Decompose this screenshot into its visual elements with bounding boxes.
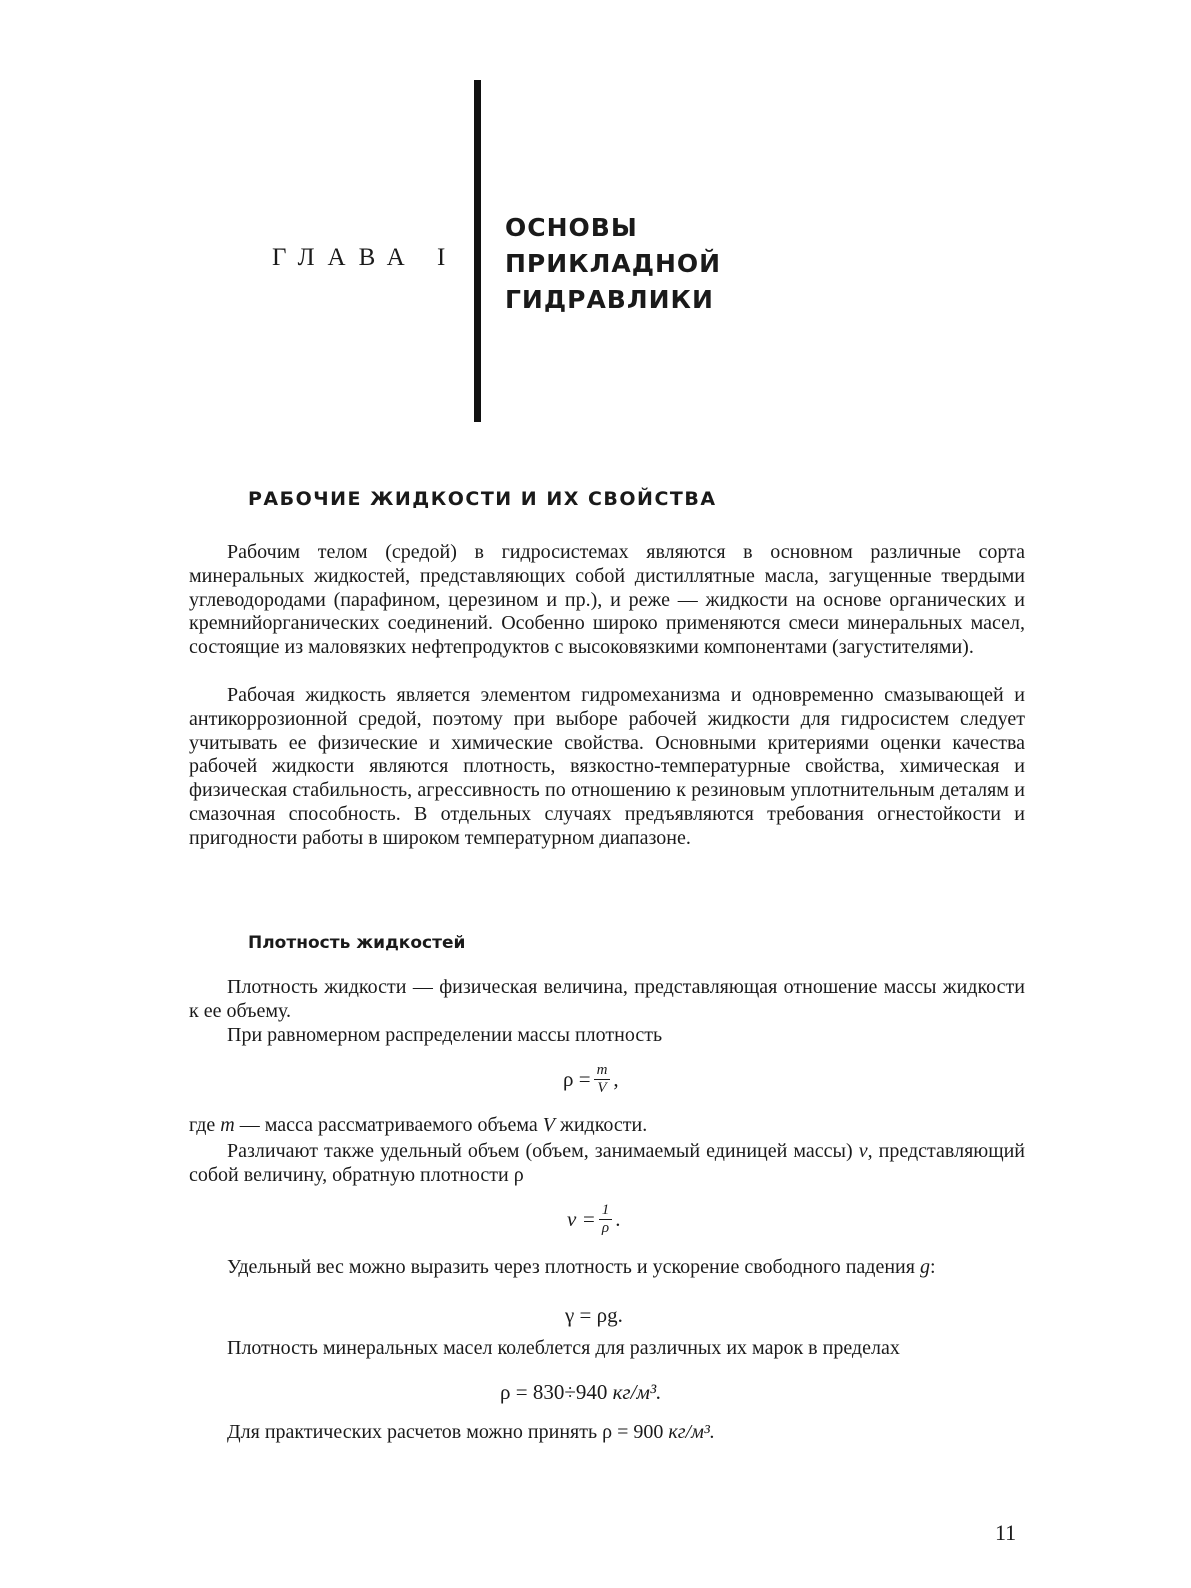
specific-weight-colon: : [929, 1256, 936, 1278]
specific-volume-text-2: представляющий собой величину, обратную плотности ρ [189, 1140, 1026, 1186]
formula-density-range-expr: ρ = 830÷940 [500, 1380, 608, 1404]
specific-weight-symbol-g: g [919, 1256, 930, 1278]
paragraph-density-range: Плотность минеральных масел колеблется для различных их марок в пределах [227, 1337, 900, 1359]
formula-specific-volume-lhs: v = [567, 1207, 596, 1231]
chapter-title-line-3: ГИДРАВЛИКИ [505, 285, 714, 314]
chapter-label: ГЛАВА I [272, 244, 459, 271]
chapter-title [505, 210, 721, 318]
section-title: РАБОЧИЕ ЖИДКОСТИ И ИХ СВОЙСТВА [248, 488, 717, 510]
formula-density-fraction [594, 1062, 611, 1097]
paragraph-specific-volume: Различают также удельный объем (объем, занимаемый единицей массы) v, представляющий собой величину, обратную плотности ρ [189, 1140, 1026, 1186]
where-prefix: где [189, 1114, 216, 1136]
paragraph-where-m [189, 1114, 647, 1137]
formula-density-range-unit: кг/м³. [612, 1380, 662, 1404]
formula-specific-volume-fraction [599, 1202, 613, 1237]
chapter-divider [474, 80, 481, 422]
formula-density-tail: , [613, 1067, 619, 1091]
specific-volume-symbol: v [858, 1140, 868, 1162]
formula-specific-weight: γ = ρg. [565, 1303, 623, 1327]
paragraph-working-medium: Рабочим телом (средой) в гидросистемах являются в основном различные сорта минеральных жидкостей, представляющих собой дистиллятные масла, загущенные твердыми углеводородами (парафином, церезином и пр.), и реже — жидкости на основе органических и кремнийорганических соединений. Особенно широко применяются смеси минеральных масел, состоящие из маловязких нефтепродуктов с высоковязкими компонентами (загустителями). [189, 541, 1025, 659]
chapter-title-line-2: ПРИКЛАДНОЙ [505, 249, 722, 278]
specific-weight-text: Удельный вес можно выразить через плотность и ускорение свободного падения [227, 1256, 915, 1278]
formula-density-denominator: V [597, 1080, 607, 1096]
paragraph-specific-weight [189, 1256, 1025, 1280]
where-symbol-m: m [220, 1114, 235, 1136]
formula-density-lhs: ρ = [563, 1067, 591, 1091]
where-symbol-v: V [542, 1114, 555, 1136]
subsection-title: Плотность жидкостей [248, 933, 466, 953]
formula-density [563, 1062, 619, 1097]
formula-specific-volume-denominator: ρ [601, 1220, 610, 1236]
formula-specific-volume-numerator: 1 [599, 1202, 613, 1220]
formula-density-range [500, 1380, 661, 1405]
specific-volume-text: Различают также удельный объем (объем, занимаемый единицей массы) [227, 1140, 853, 1162]
practical-density-unit: кг/м³. [668, 1421, 715, 1443]
where-suffix: жидкости. [560, 1114, 648, 1136]
where-mid: — масса рассматриваемого объема [239, 1114, 538, 1136]
paragraph-practical-density [227, 1421, 715, 1444]
formula-specific-volume [567, 1202, 621, 1237]
paragraph-working-fluid-criteria: Рабочая жидкость является элементом гидромеханизма и одновременно смазывающей и антикоррозионной средой, поэтому при выборе рабочей жидкости для гидросистем следует учитывать ее физические и химические свойства. Основными критериями оценки качества рабочей жидкости являются плотность, вязкостно-температурные свойства, химическая и физическая стабильность, агрессивность по отношению к резиновым уплотнительным деталям и смазочная способность. В отдельных случаях предъявляются требования огнестойкости и пригодности работы в широком температурном диапазоне. [189, 684, 1025, 849]
page-number: 11 [995, 1520, 1017, 1545]
practical-density-text: Для практических расчетов можно принять ρ = 900 [227, 1421, 664, 1443]
formula-density-numerator: m [594, 1062, 611, 1080]
formula-specific-volume-tail: . [615, 1207, 621, 1231]
paragraph-density-definition: Плотность жидкости — физическая величина, представляющая отношение массы жидкости к ее объему. [189, 976, 1025, 1022]
paragraph-uniform-distribution: При равномерном распределении массы плотность [227, 1024, 663, 1046]
chapter-title-line-1: ОСНОВЫ [505, 213, 638, 242]
